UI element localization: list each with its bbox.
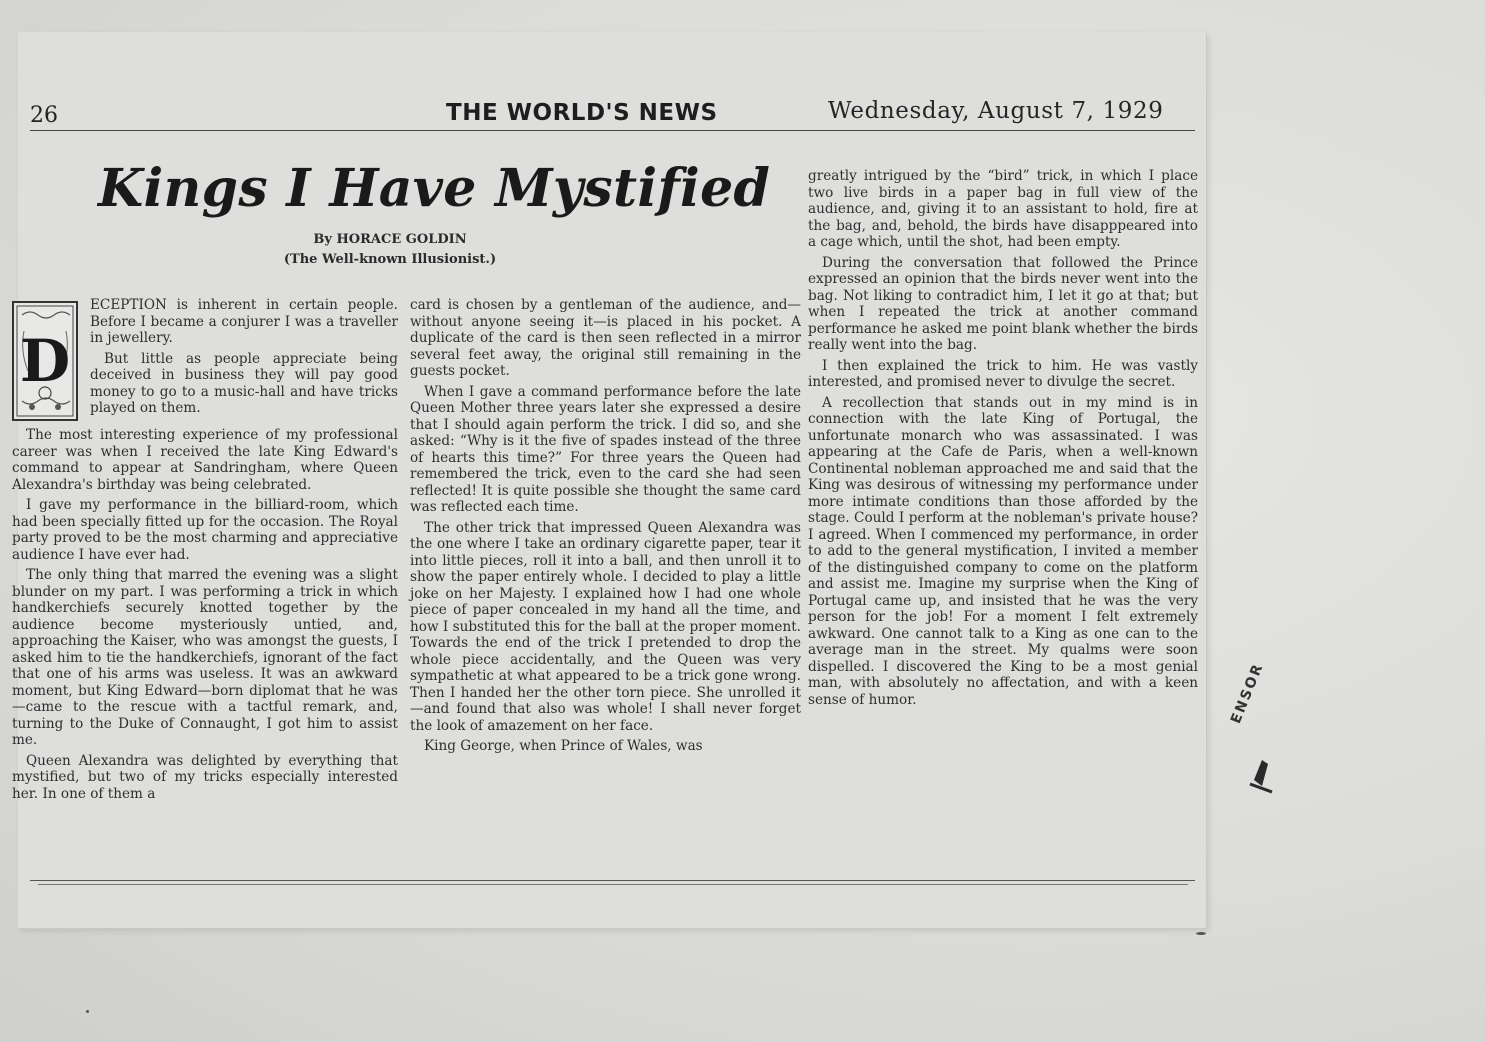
paragraph: King George, when Prince of Wales, was	[424, 738, 703, 754]
paragraph: card is chosen by a gentleman of the audience, and—without anyone seeing it—is placed in his pocket. A duplicate of the card is then seen reflected in a mirror several feet away, the original still remaining in the guests pocket.	[410, 297, 801, 379]
paragraph: But little as people appreciate being deceived in business they will pay good money to go to a music-hall and have tricks played on them.	[90, 350, 398, 416]
paragraph: The only thing that marred the evening was a slight blunder on my part. I was performing a trick in which handkerchiefs securely knotted together by the audience become mysteriously untied, and, approaching the Kaiser, who was amongst the guests, I asked him to tie the handkerchiefs, ignorant of the fact that one of his arms was useless. It was an awkward moment, but King Edward—born diplomat that he was—came to the rescue with a tactful remark, and, turning to the Duke of Connaught, I got him to assist me.	[12, 567, 398, 748]
header-rule	[30, 130, 1195, 131]
byline-block	[280, 230, 500, 270]
paragraph: When I gave a command performance before the late Queen Mother three years later she expressed a desire that I should again perform the trick. I did so, and she asked: “Why is it the five of spades instead of the three of hearts this time?” For three years the Queen had remembered the trick, even to the card she had seen reflected! It is quite possible she thought the same card was reflected each time.	[410, 383, 801, 515]
publication-name: THE WORLD'S NEWS	[446, 100, 718, 126]
drop-cap-ornament	[12, 301, 78, 421]
byline: By HORACE GOLDIN	[313, 232, 467, 247]
paragraph: Queen Alexandra was delighted by everything that mystified, but two of my tricks especially interested her. In one of them a	[12, 752, 398, 802]
paragraph: I gave my performance in the billiard-room, which had been specially fitted up for the occasion. The Royal party proved to be the most charming and appreciative audience I have ever had.	[12, 497, 398, 563]
article-column-3	[808, 168, 1198, 712]
paragraph: ECEPTION is inherent in certain people. Before I became a conjurer I was a traveller in jewellery.	[90, 297, 398, 346]
article-title: Kings I Have Mystified	[98, 158, 771, 219]
footer-rule-secondary	[38, 884, 1188, 885]
scan-speck	[86, 1010, 89, 1013]
paragraph: During the conversation that followed the Prince expressed an opinion that the birds never went into the bag. Not liking to contradict him, I let it go at that; but when I repeated the trick at another command performance he asked me point blank whether the birds really went into the bag.	[808, 254, 1198, 353]
paragraph: greatly intrigued by the “bird” trick, in which I place two live birds in a paper bag in full view of the audience, and, giving it to an assistant to hold, fire at the bag, and, behold, the birds have disapppeared into a cage which, until the shot, had been empty.	[808, 168, 1198, 250]
issue-date: Wednesday, August 7, 1929	[828, 98, 1164, 124]
article-column-2	[410, 297, 801, 759]
ensor-stamp-text: ENSOR	[1228, 660, 1267, 726]
footer-rule	[30, 880, 1195, 881]
paragraph: The most interesting experience of my professional career was when I received the late King Edward's command to appear at Sandringham, where Queen Alexandra's birthday was being celebrated.	[12, 427, 398, 493]
author-description: (The Well-known Illusionist.)	[283, 252, 497, 267]
paragraph: I then explained the trick to him. He was vastly interested, and promised never to divulge the secret.	[808, 357, 1198, 390]
article-column-1	[12, 297, 398, 806]
page-number: 26	[30, 103, 58, 128]
scan-speck	[1196, 932, 1206, 935]
drop-cap-letter: D	[19, 327, 71, 395]
paragraph: A recollection that stands out in my mind is in connection with the late King of Portugal, the unfortunate monarch who was assassinated. I was appearing at the Cafe de Paris, when a well-known Continental nobleman approached me and said that the King was desirous of witnessing my performance under more intimate conditions than those afforded by the stage. Could I perform at the nobleman's private house? I agreed. When I commenced my performance, in order to add to the general mystification, I invited a member of the distinguished company to come on the platform and assist me. Imagine my surprise when the King of Portugal came up, and insisted that he was the very person for the job! For a moment I felt extremely awkward. One cannot talk to a King as one can to the average man in the street. My qualms were soon dispelled. I discovered the King to be a most genial man, with absolutely no affectation, and with a keen sense of humor.	[808, 394, 1198, 708]
ornate-border-icon	[12, 301, 78, 421]
paragraph: The other trick that impressed Queen Alexandra was the one where I take an ordinary cigarette paper, tear it into little pieces, roll it into a ball, and then unroll it to show the paper entirely whole. I decided to play a little joke on her Majesty. I explained how I had one whole piece of paper concealed in my hand all the time, and how I substituted this for the ball at the proper moment. Towards the end of the trick I pretended to drop the whole piece accidentally, and the Queen was very sympathetic at what appeared to be a trick gone wrong. Then I handed her the other torn piece. She unrolled it—and found that also was whole! I shall never forget the look of amazement on her face.	[410, 519, 801, 734]
